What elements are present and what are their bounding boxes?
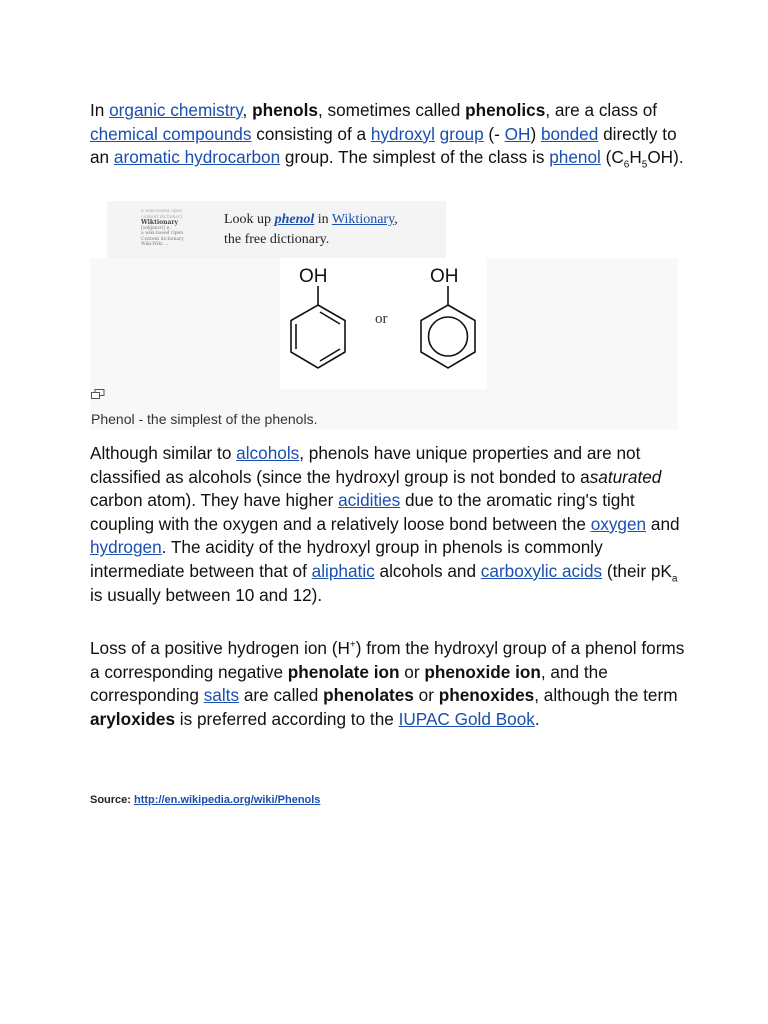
link-iupac-gold-book[interactable]: IUPAC Gold Book xyxy=(398,708,535,729)
link-oh[interactable]: OH xyxy=(504,123,531,144)
link-chemical-compounds[interactable]: chemical compounds xyxy=(90,123,252,144)
phenol-structure-image xyxy=(280,258,487,389)
term-phenoxides: phenoxides xyxy=(438,685,535,706)
term-phenolics: phenolics xyxy=(465,100,546,120)
link-wiktionary[interactable]: Wiktionary xyxy=(331,212,395,227)
term-aryloxides: aryloxides xyxy=(90,708,176,729)
link-salts[interactable]: salts xyxy=(203,685,240,706)
term-phenolates: phenolates xyxy=(323,685,414,706)
oh-label-left: OH xyxy=(299,266,328,287)
wiktionary-logo[interactable]: a wiki-based open content dictionary Wiktionary [wɪkʃənɛri] n. a wiki-based Open Content dictionary Wiki-Wiki ... xyxy=(141,209,184,247)
link-phenol[interactable]: phenol xyxy=(549,147,601,168)
or-label: or xyxy=(375,311,388,327)
link-hydroxyl[interactable]: hydroxyl xyxy=(370,123,435,144)
intro-paragraph: In organic chemistry, phenols, sometimes called phenolics, are a class of chemical compounds consisting of a hydroxyl group (- OH) bonded directly to an aromatic hydrocarbon group. The simplest of the class is phenol $(C_6H_5OH)$. xyxy=(90,100,684,171)
link-bonded[interactable]: bonded xyxy=(540,123,599,144)
link-hydrogen[interactable]: hydrogen xyxy=(90,537,162,558)
term-phenoxide-ion: phenoxide ion xyxy=(424,661,541,682)
term-phenols: phenols xyxy=(252,100,318,120)
link-acidities[interactable]: acidities xyxy=(338,490,401,511)
source-line: Source: http://en.wikipedia.org/wiki/Phenols xyxy=(90,794,321,806)
link-wiktionary-phenol[interactable]: phenol xyxy=(274,212,315,227)
enlarge-icon[interactable] xyxy=(91,389,105,399)
link-organic-chemistry[interactable]: organic chemistry xyxy=(109,100,243,120)
phenol-figure xyxy=(90,258,678,430)
phenolate-paragraph: Loss of a positive hydrogen ion (H+) from the hydroxyl group of a phenol forms a corresponding negative phenolate ion or phenoxide ion, and the corresponding salts are called phenolates or phenoxides, although the term aryloxides is preferred according to the IUPAC Gold Book. xyxy=(90,638,685,729)
link-carboxylic-acids[interactable]: carboxylic acids xyxy=(480,560,603,581)
figure-caption: Phenol - the simplest of the phenols. xyxy=(91,411,318,427)
wiktionary-text: Look up phenol in Wiktionary, the free dictionary. xyxy=(224,212,398,247)
link-group[interactable]: group xyxy=(439,123,484,144)
term-saturated: saturated xyxy=(589,466,662,487)
term-phenolate-ion: phenolate ion xyxy=(287,661,400,682)
link-oxygen[interactable]: oxygen xyxy=(590,513,647,534)
source-link[interactable]: http://en.wikipedia.org/wiki/Phenols xyxy=(134,794,321,806)
oh-label-right: OH xyxy=(430,266,459,287)
wiktionary-box xyxy=(107,201,446,258)
link-aromatic-hydrocarbon[interactable]: aromatic hydrocarbon xyxy=(113,147,281,168)
link-alcohols[interactable]: alcohols xyxy=(236,443,300,463)
link-aliphatic[interactable]: aliphatic xyxy=(311,560,375,581)
properties-paragraph: Although similar to alcohols, phenols have unique properties and are not classified as alcohols (since the hydroxyl group is not bonded to asaturated carbon atom). They have higher acidities due to the aromatic ring's tight coupling with the oxygen and a relatively loose bond between the oxygen and hydrogen. The acidity of the hydroxyl group in phenols is commonly intermediate between that of aliphatic alcohols and carboxylic acids (their $pK_a$ is usually between 10 and 12). xyxy=(90,443,680,605)
